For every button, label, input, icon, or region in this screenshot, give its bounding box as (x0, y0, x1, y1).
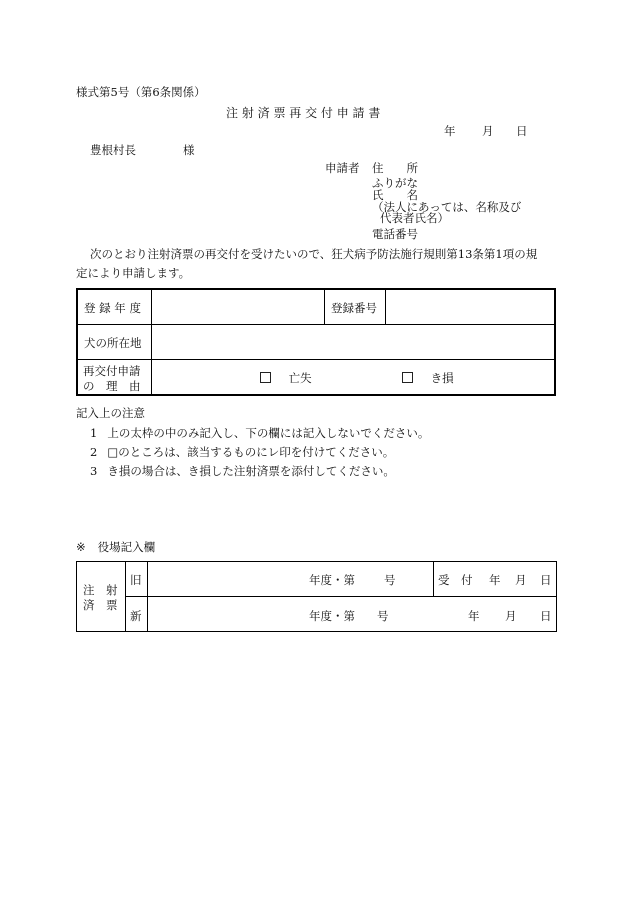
date-month: 月 (482, 124, 494, 138)
applicant-furigana-label: ふりがな (372, 176, 418, 190)
note-text: 上の太枠の中のみ記入し、下の欄には記入しないでください。 (107, 426, 430, 440)
date-year: 年 (444, 124, 456, 138)
tag-label-line-2: 済 票 (83, 598, 118, 612)
reg-no-label: 登録番号 (331, 301, 377, 315)
note-number: 1 (90, 426, 98, 440)
new-day: 日 (540, 609, 552, 623)
applicant-address-label: 住 所 (372, 161, 418, 175)
new-year-no: 年度・第 (309, 609, 355, 623)
reason-label-line-1: 再交付申請 (83, 364, 141, 378)
application-table (76, 288, 556, 396)
new-go: 号 (377, 609, 389, 623)
option-lost[interactable] (260, 370, 312, 386)
reg-year-label-cell (78, 290, 151, 324)
note-number: 2 (90, 445, 98, 459)
form-number: 様式第5号（第6条関係） (76, 85, 206, 99)
receipt-label: 受 付 (438, 573, 473, 587)
page-title: 注 射 済 票 再 交 付 申 請 書 (226, 106, 381, 120)
dog-location-label: 犬の所在地 (84, 336, 142, 350)
tag-label-line-1: 注 射 (83, 583, 118, 597)
applicant-corp-note-2: 代表者氏名） (380, 211, 449, 225)
note-number: 3 (90, 464, 98, 478)
reg-no-label-cell (324, 290, 385, 324)
lost-checkbox[interactable] (260, 372, 271, 383)
option-damaged-label: き損 (430, 371, 454, 385)
old-go: 号 (384, 573, 396, 587)
reason-label-cell (78, 360, 151, 394)
option-lost-label: 亡失 (288, 371, 312, 385)
office-use-table (76, 561, 557, 632)
date-day: 日 (516, 124, 528, 138)
office-heading (76, 539, 155, 555)
table-row (78, 324, 554, 359)
dog-location-input[interactable] (151, 325, 554, 359)
applicant-name-label: 氏 名 (372, 188, 418, 202)
reason-label-line-2: の 理 由 (83, 379, 141, 393)
new-month: 月 (505, 609, 517, 623)
receipt-day: 日 (540, 573, 552, 587)
addressee-honorific: 様 (183, 143, 195, 157)
damaged-checkbox[interactable] (402, 372, 413, 383)
note-text: □のところは、該当するものにレ印を付けてください。 (107, 445, 395, 459)
body-text-line-2: 定により申請します。 (76, 266, 191, 280)
body-text-line-1: 次のとおり注射済票の再交付を受けたいので、狂犬病予防法施行規則第13条第1項の規 (90, 247, 538, 261)
table-row (78, 359, 554, 394)
note-item-2 (90, 444, 394, 460)
asterisk-mark: ※ (76, 540, 86, 554)
new-year: 年 (468, 609, 480, 623)
reg-year-label: 登 録 年 度 (84, 301, 141, 315)
note-item-1 (90, 425, 429, 441)
note-item-3 (90, 463, 395, 479)
old-label: 旧 (130, 573, 142, 587)
old-year-no: 年度・第 (309, 573, 355, 587)
addressee-name: 豊根村長 (90, 143, 136, 157)
applicant-corp-note-1: （法人にあっては、名称及び (372, 200, 522, 214)
table-row (78, 290, 554, 324)
note-text: き損の場合は、き損した注射済票を添付してください。 (107, 464, 395, 478)
applicant-phone-label: 電話番号 (372, 227, 418, 241)
reg-no-input[interactable] (385, 290, 554, 324)
new-label: 新 (130, 609, 142, 623)
reg-year-input[interactable] (151, 290, 324, 324)
dog-location-label-cell (78, 325, 151, 359)
receipt-year: 年 (489, 573, 501, 587)
reason-options (151, 360, 554, 394)
office-heading-text: 役場記入欄 (97, 540, 156, 554)
notes-heading: 記入上の注意 (76, 406, 145, 420)
option-damaged[interactable] (402, 370, 454, 386)
receipt-month: 月 (515, 573, 527, 587)
applicant-label: 申請者 (325, 161, 360, 175)
